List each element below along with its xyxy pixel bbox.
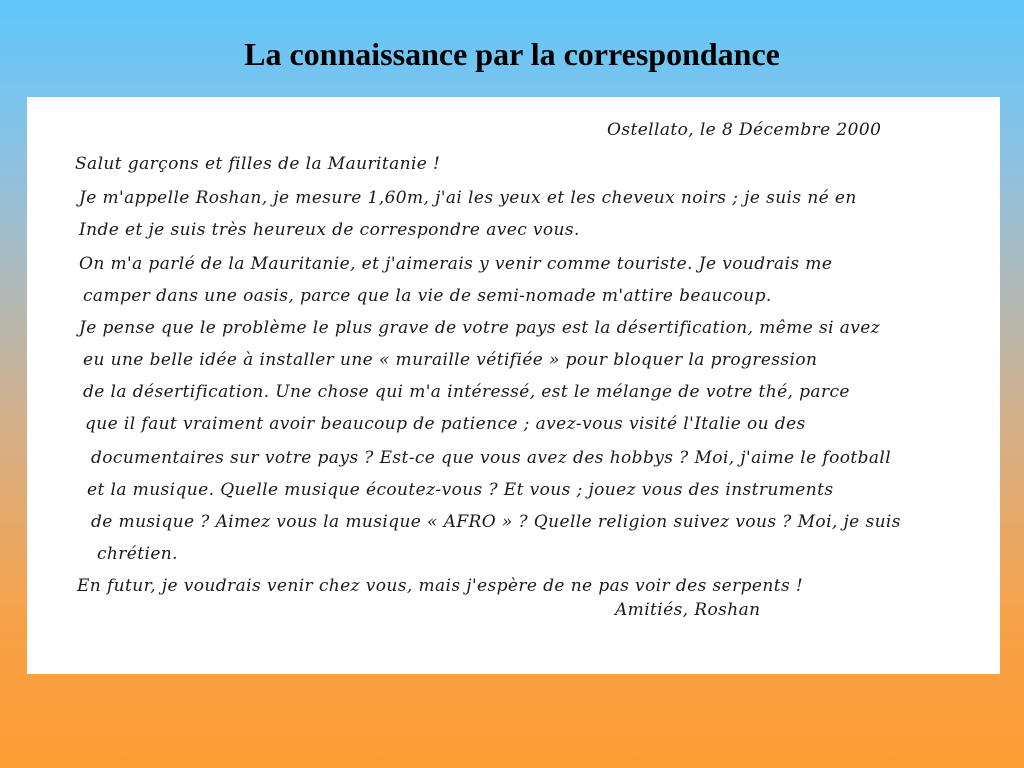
letter-line: Je pense que le problème le plus grave de votre pays est la désertification, même si avez bbox=[79, 318, 881, 338]
letter-date: Ostellato, le 8 Décembre 2000 bbox=[607, 120, 882, 140]
letter-line: et la musique. Quelle musique écoutez-vous ? Et vous ; jouez vous des instruments bbox=[87, 480, 834, 500]
letter-signoff: Amitiés, Roshan bbox=[615, 600, 761, 620]
letter-line: de la désertification. Une chose qui m'a intéressé, est le mélange de votre thé, parce bbox=[83, 382, 850, 402]
letter-line: Je m'appelle Roshan, je mesure 1,60m, j'ai les yeux et les cheveux noirs ; je suis né en bbox=[79, 188, 857, 208]
letter-line: que il faut vraiment avoir beaucoup de patience ; avez-vous visité l'Italie ou des bbox=[85, 414, 806, 434]
handwritten-letter bbox=[27, 97, 1000, 674]
slide-title: La connaissance par la correspondance bbox=[244, 36, 780, 72]
letter-line: Inde et je suis très heureux de correspondre avec vous. bbox=[79, 220, 580, 240]
letter-line: de musique ? Aimez vous la musique « AFRO » ? Quelle religion suivez vous ? Moi, je suis bbox=[91, 512, 901, 532]
letter-line: eu une belle idée à installer une « muraille vétifiée » pour bloquer la progression bbox=[83, 350, 818, 370]
letter-line: camper dans une oasis, parce que la vie de semi-nomade m'attire beaucoup. bbox=[83, 286, 772, 306]
letter-line: documentaires sur votre pays ? Est-ce que vous avez des hobbys ? Moi, j'aime le football bbox=[91, 448, 892, 468]
letter-line: On m'a parlé de la Mauritanie, et j'aimerais y venir comme touriste. Je voudrais me bbox=[79, 254, 833, 274]
letter-greeting: Salut garçons et filles de la Mauritanie ! bbox=[75, 154, 441, 174]
letter-line: chrétien. bbox=[97, 544, 178, 564]
letter-line: En futur, je voudrais venir chez vous, mais j'espère de ne pas voir des serpents ! bbox=[77, 576, 804, 596]
